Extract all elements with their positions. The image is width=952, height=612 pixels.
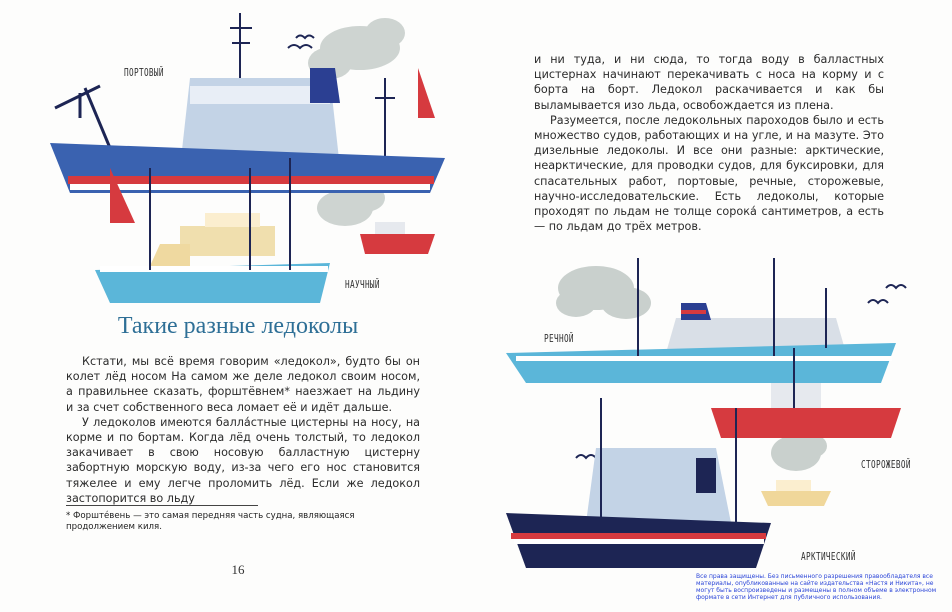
river-guard-arctic-ships-illustration — [506, 248, 926, 578]
bridge — [190, 86, 330, 104]
section-title: Такие разные ледоколы — [117, 313, 359, 339]
paragraph: Кстати, мы всё время говорим «ледокол», будто бы он колет лёд носом На самом же деле ледокол своим носом, а правильнее сказать, форштёвнем* наезжает на льдину и за счет собственного веса ломает её и идёт дальше. — [66, 355, 420, 414]
bird-icon — [296, 36, 314, 39]
bird-icon — [288, 45, 312, 48]
science-ship-label: НАУЧНЫЙ — [345, 278, 380, 291]
funnel — [310, 68, 340, 103]
right-page — [476, 0, 952, 612]
paragraph: и ни туда, и ни сюда, то тогда воду в балластных цистернах начинают перекачивать с носа на корму и с борта на борт. Ледокол раскачивается и как бы выламывается изо льда, освобождается из плена. — [534, 53, 884, 112]
smoke-cloud — [556, 266, 651, 319]
port-ship-label: ПОРТОВЫЙ — [124, 66, 164, 79]
small-red-boat — [360, 234, 435, 254]
paragraph: У ледоколов имеются балла́стные цистерны на носу, на корме и по бортам. Когда лёд очень толстый, то ледокол закачивает в свою носовую балластную цистерну забортную морскую воду, из-за чего его нос становится тяжелее и ему легче проломить лёд. Если же ледокол застопорится во льду — [66, 415, 420, 505]
body-text — [66, 354, 420, 506]
paragraph: Разумеется, после ледокольных пароходов было и есть множество судов, работающих и на угле, и на мазуте. Это дизельные ледоколы. И все они разные: арктические, неарктические, для проводки судов, для буксировки, для спасательных работ, портовые, речные, сторожевые, научно-исследовательские. Есть ледоколы, которые проходят по льдам не толще сорока́ сантиметров, а есть — по льдам до трёх метров. — [534, 113, 884, 234]
bird-icon — [886, 285, 906, 288]
arctic-ship-label: АРКТИЧЕСКИЙ — [801, 550, 856, 563]
river-ship-label: РЕЧНОЙ — [544, 332, 574, 345]
page-number: 16 — [231, 562, 245, 577]
footnote-divider — [66, 505, 258, 506]
port-and-science-ships-illustration — [40, 8, 450, 313]
small-yellow-boat — [761, 491, 831, 506]
bird-icon — [576, 455, 596, 458]
crane — [55, 86, 110, 148]
striped-sail — [418, 68, 435, 118]
copyright-notice: Все права защищены. Без письменного разрешения правообладателя все материалы, опубликованные на сайте издательства «Настя и Никита», не могут быть воспроизведены и размещены в полном объеме в электронном формате в сети Интернет для публичного использования. — [696, 573, 937, 601]
smoke-cloud — [771, 434, 827, 471]
guard-ship-label: СТОРОЖЕВОЙ — [861, 458, 911, 471]
bird-icon — [868, 300, 888, 303]
footnote: * Форштéвень — это самая передняя часть судна, являющаяся продолжением киля. — [66, 511, 355, 532]
body-text — [534, 52, 884, 234]
